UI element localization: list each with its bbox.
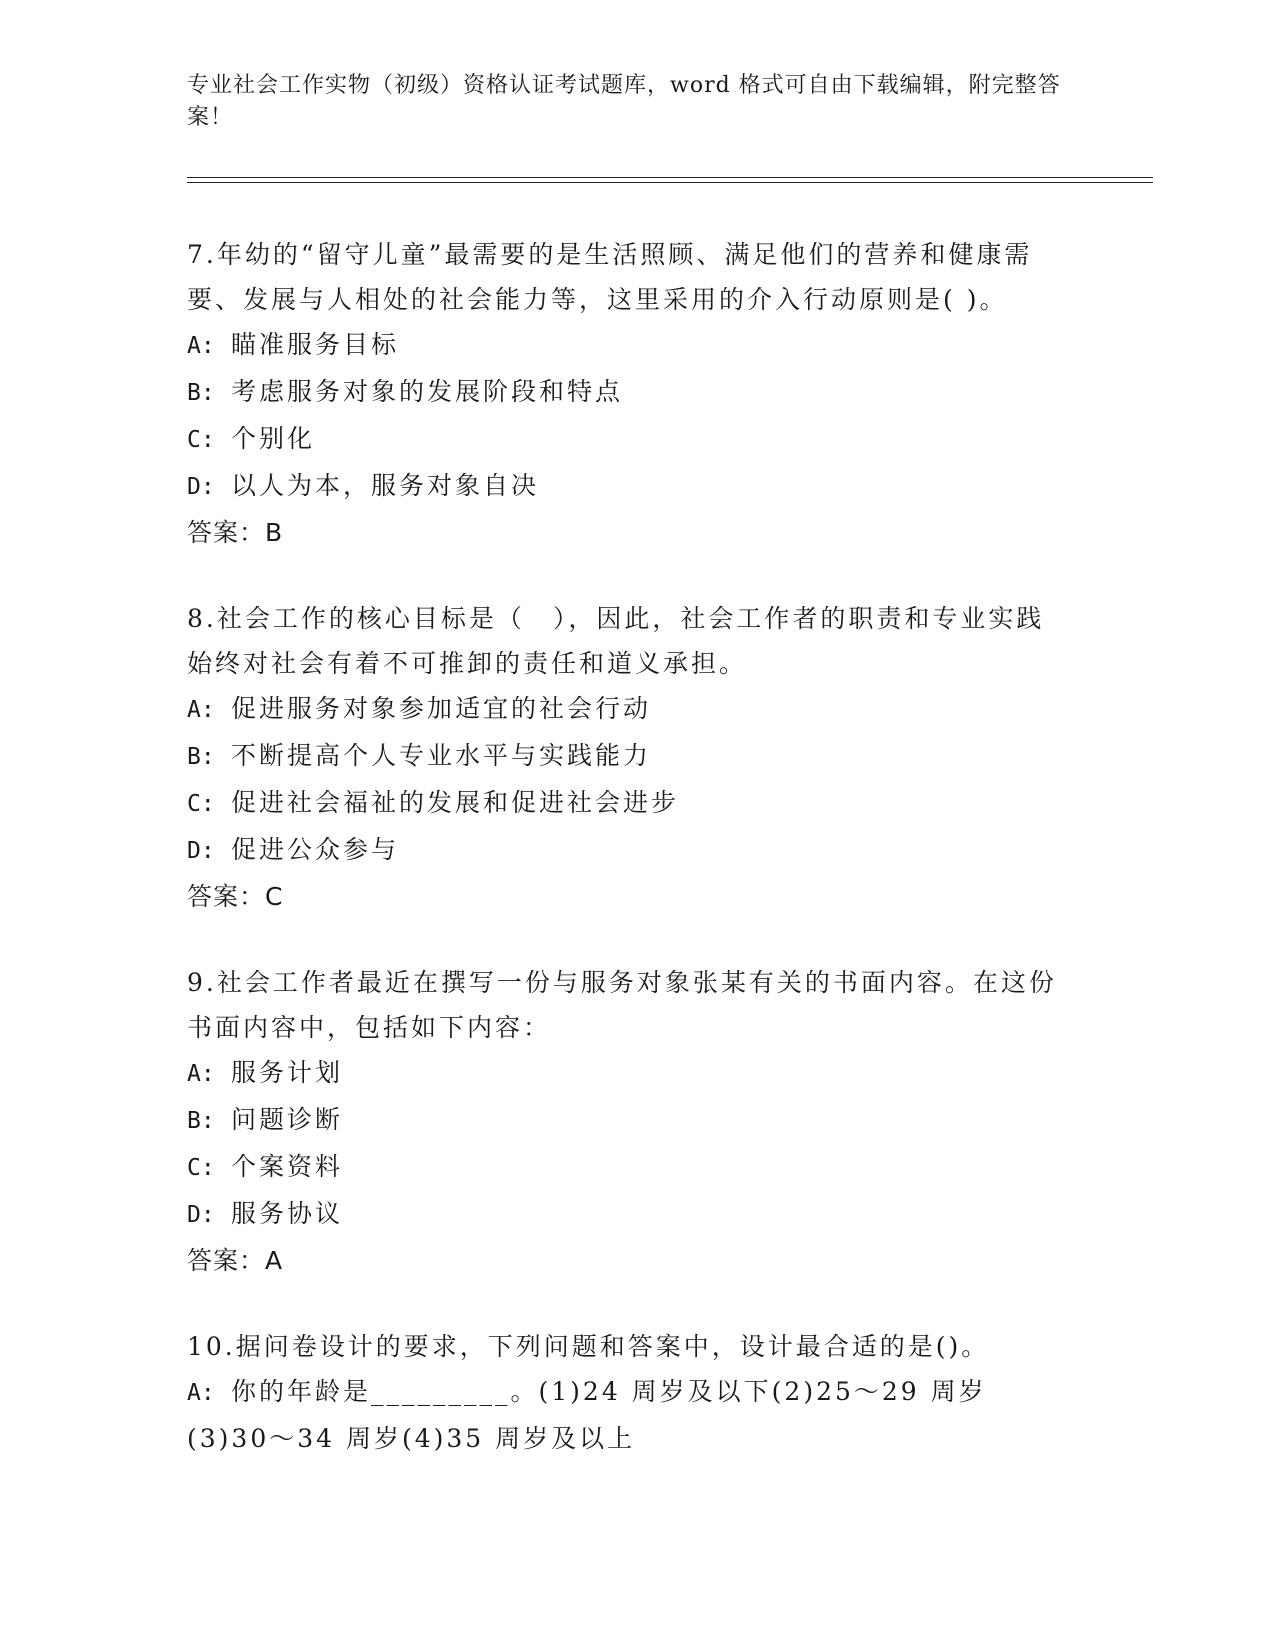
option-b bbox=[187, 369, 1067, 416]
question-text: 9.社会工作者最近在撰写一份与服务对象张某有关的书面内容。在这份书面内容中，包括如下内容： bbox=[187, 968, 1057, 1042]
option-text: 服务计划 bbox=[231, 1058, 344, 1087]
option-letter: D: bbox=[187, 1202, 215, 1228]
option-b bbox=[187, 733, 1067, 780]
option-d bbox=[187, 827, 1067, 874]
question-text: 7.年幼的“留守儿童”最需要的是生活照顾、满足他们的营养和健康需要、发展与人相处的社会能力等，这里采用的介入行动原则是( )。 bbox=[187, 240, 1033, 314]
option-text: 考虑服务对象的发展阶段和特点 bbox=[231, 377, 624, 406]
option-letter: A: bbox=[187, 1380, 215, 1406]
option-text: 促进社会福祉的发展和促进社会进步 bbox=[231, 788, 680, 817]
header-divider-bottom bbox=[187, 182, 1153, 183]
option-letter: D: bbox=[187, 838, 215, 864]
option-a bbox=[187, 1369, 1067, 1461]
question-text: 8.社会工作的核心目标是（ ），因此，社会工作者的职责和专业实践始终对社会有着不可推卸的责任和道义承担。 bbox=[187, 604, 1045, 678]
answer-line: 答案：C bbox=[187, 882, 284, 911]
option-c bbox=[187, 416, 1067, 463]
option-letter: A: bbox=[187, 1061, 215, 1087]
answer-line: 答案：A bbox=[187, 1246, 284, 1275]
question-9 bbox=[187, 960, 1067, 1283]
option-b bbox=[187, 1097, 1067, 1144]
header-divider-top bbox=[187, 177, 1153, 178]
question-10 bbox=[187, 1324, 1067, 1461]
option-text: 服务协议 bbox=[231, 1199, 344, 1228]
option-text: 个别化 bbox=[231, 424, 316, 453]
option-text: 你的年龄是_________。(1)24 周岁及以下(2)25～29 周岁(3)30～34 周岁(4)35 周岁及以上 bbox=[187, 1377, 987, 1453]
document-header: 专业社会工作实物（初级）资格认证考试题库，word 格式可自由下载编辑，附完整答案！ bbox=[187, 73, 1061, 130]
option-letter: B: bbox=[187, 744, 215, 770]
option-letter: C: bbox=[187, 427, 215, 453]
option-letter: C: bbox=[187, 1155, 215, 1181]
option-text: 瞄准服务目标 bbox=[231, 330, 400, 359]
option-letter: C: bbox=[187, 791, 215, 817]
option-letter: A: bbox=[187, 697, 215, 723]
option-a bbox=[187, 686, 1067, 733]
option-letter: D: bbox=[187, 474, 215, 500]
option-a bbox=[187, 1050, 1067, 1097]
option-d bbox=[187, 463, 1067, 510]
question-7 bbox=[187, 232, 1067, 555]
option-letter: A: bbox=[187, 333, 215, 359]
answer-line: 答案：B bbox=[187, 518, 284, 547]
option-text: 以人为本，服务对象自决 bbox=[231, 471, 540, 500]
option-text: 促进服务对象参加适宜的社会行动 bbox=[231, 694, 652, 723]
option-text: 促进公众参与 bbox=[231, 835, 400, 864]
question-8 bbox=[187, 596, 1067, 919]
option-letter: B: bbox=[187, 380, 215, 406]
question-text: 10.据问卷设计的要求，下列问题和答案中，设计最合适的是()。 bbox=[187, 1332, 990, 1361]
option-text: 个案资料 bbox=[231, 1152, 344, 1181]
option-d bbox=[187, 1191, 1067, 1238]
option-c bbox=[187, 1144, 1067, 1191]
option-letter: B: bbox=[187, 1108, 215, 1134]
option-text: 不断提高个人专业水平与实践能力 bbox=[231, 741, 652, 770]
option-text: 问题诊断 bbox=[231, 1105, 344, 1134]
option-c bbox=[187, 780, 1067, 827]
option-a bbox=[187, 322, 1067, 369]
